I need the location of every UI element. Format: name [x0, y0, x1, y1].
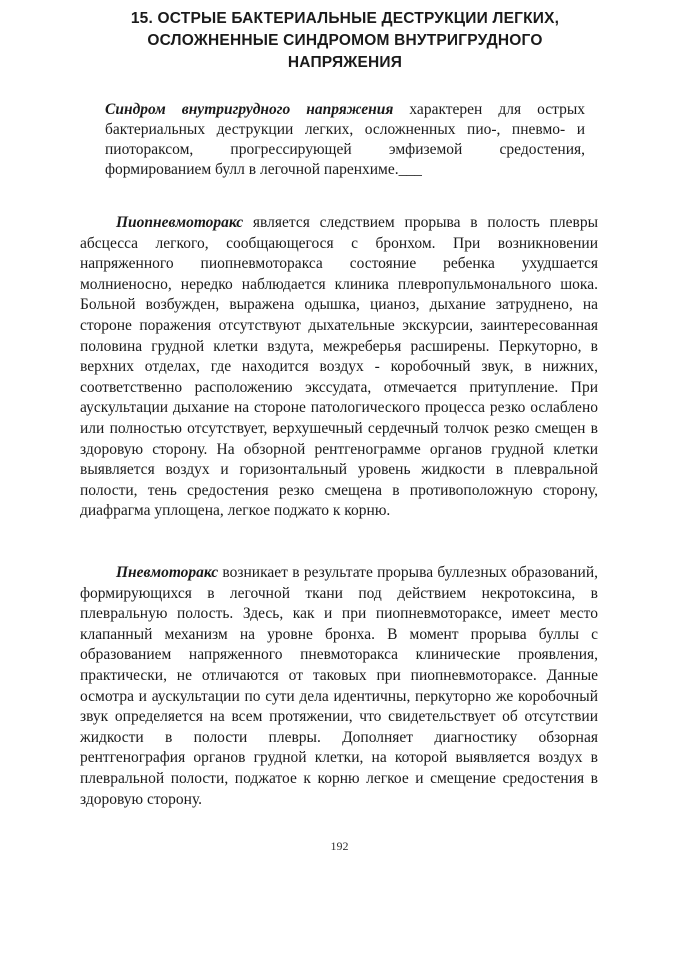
section-heading — [80, 8, 610, 74]
term-pyopneumothorax: Пиопневмоторакс — [116, 214, 244, 231]
lead-text: характерен для острых бактериальных деструкции легких, осложненных пио-, пневмо- и пиотораксом, прогрессирующей эмфиземой средостения, формированием булл в легочной паренхиме.___ — [105, 101, 585, 178]
heading-line-3: НАПРЯЖЕНИЯ — [287, 54, 403, 71]
paragraph-text: возникает в результате прорыва буллезных образований, формирующихся в легочной ткани под действием некротоксина, в плевральную полость. Здесь, как и при пиопневмотораксе, имеет место клапанный механизм на уровне бронха. В момент прорыва буллы с образованием напряженного пневмоторакса клинические проявления, практически, не отличаются от таковых при пиопневмотораксе. Данные осмотра и аускультации по сути дела идентичны, перкуторно же коробочный звук определяется на всем протяжении, что свидетельствует об отсутствии жидкости в полости плевры. Дополняет диагностику обзорная рентгенография органов грудной клетки, на которой выявляется воздух в плевральной полости, поджатое к корню легкое и смещение средостения в здоровую сторону. — [80, 564, 598, 808]
lead-term: Синдром внутригрудного напряжения — [105, 101, 394, 118]
paragraph-text: является следствием прорыва в полость плевры абсцесса легкого, сообщающегося с бронхом. При возникновении напряженного пиопневмоторакса состояние ребенка ухудшается молниеносно, нередко наблюдается клиника плевропульмонального шока. Больной возбужден, выражена одышка, цианоз, дыхание затруднено, на стороне поражения отсутствуют дыхательные экскурсии, заинтересованная половина грудной клетки вздута, межреберья расширены. Перкуторно, в верхних отделах, где находится воздух - коробочный звук, в нижних, соответственно расположению экссудата, отмечается притупление. При аускультации дыхание на стороне патологического процесса резко ослаблено или полностью отсутствует, верхушечный сердечный толчок резко смещен в здоровую сторону. На обзорной рентгенограмме органов грудной клетки выявляется воздух и горизонтальный уровень жидкости в плевральной полости, тень средостения резко смещена в противоположную сторону, диафрагма уплощена, легкое поджато к корню. — [80, 214, 598, 520]
page-number: 192 — [330, 839, 349, 853]
paragraph-pyopneumothorax — [80, 213, 598, 522]
paragraph-pneumothorax — [80, 563, 598, 810]
term-pneumothorax: Пневмоторакс — [116, 564, 219, 581]
heading-line-1: 15. ОСТРЫЕ БАКТЕРИАЛЬНЫЕ ДЕСТРУКЦИИ ЛЕГКИХ, — [130, 10, 560, 27]
lead-paragraph — [105, 100, 585, 180]
heading-line-2: ОСЛОЖНЕННЫЕ СИНДРОМОМ ВНУТРИГРУДНОГО — [147, 32, 543, 49]
